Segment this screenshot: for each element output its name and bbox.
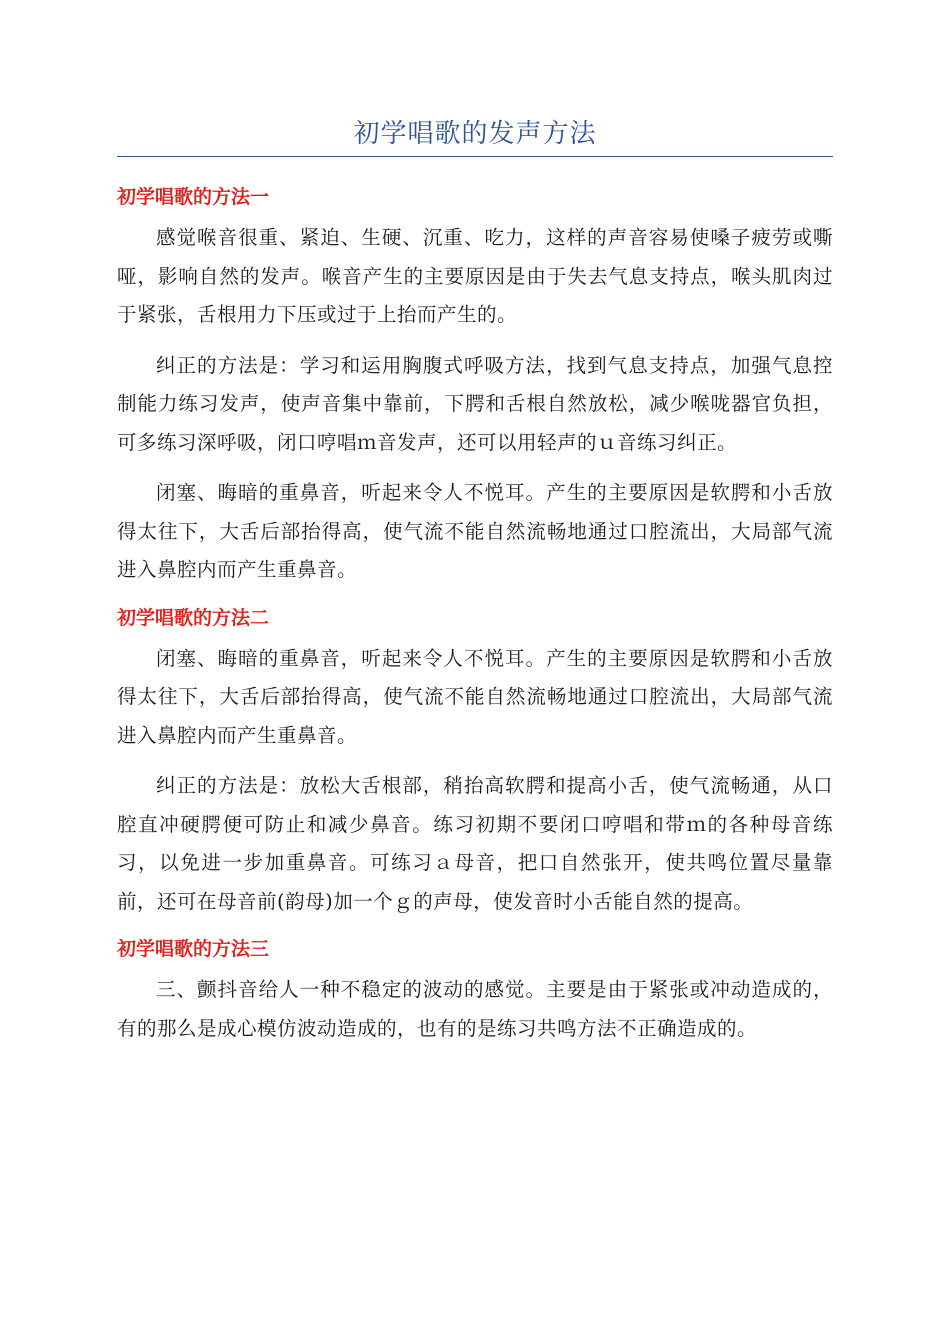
- section-1-paragraph-3: 闭塞、晦暗的重鼻音，听起来令人不悦耳。产生的主要原因是软腭和小舌放得太往下，大舌后部抬得高，使气流不能自然流畅地通过口腔流出，大局部气流进入鼻腔内而产生重鼻音。: [117, 481, 833, 581]
- section-3-paragraph-1: 三、颤抖音给人一种不稳定的波动的感觉。主要是由于紧张或冲动造成的，有的那么是成心模仿波动造成的，也有的是练习共鸣方法不正确造成的。: [117, 978, 833, 1040]
- section-2-paragraph-1: 闭塞、晦暗的重鼻音，听起来令人不悦耳。产生的主要原因是软腭和小舌放得太往下，大舌后部抬得高，使气流不能自然流畅地通过口腔流出，大局部气流进入鼻腔内而产生重鼻音。: [117, 646, 833, 747]
- section-2-paragraph-2: 纠正的方法是：放松大舌根部，稍抬高软腭和提高小舌，使气流畅通，从口腔直冲硬腭便可防止和减少鼻音。练习初期不要闭口哼唱和带ｍ的各种母音练习，以免进一步加重鼻音。可练习ａ母音，把口自然张开，使共鸣位置尽量靠前，还可在母音前(韵母)加一个ｇ的声母，使发音时小舌能自然的提高。: [117, 774, 833, 913]
- title-underline: [117, 156, 833, 157]
- section-1-paragraph-1: 感觉喉音很重、紧迫、生硬、沉重、吃力，这样的声音容易使嗓子疲劳或嘶哑，影响自然的发声。喉音产生的主要原因是由于失去气息支持点，喉头肌肉过于紧张，舌根用力下压或过于上抬而产生的。: [117, 226, 833, 326]
- section-heading-3: 初学唱歌的方法三: [117, 938, 270, 960]
- section-heading-2: 初学唱歌的方法二: [117, 606, 270, 629]
- document-title: 初学唱歌的发声方法: [353, 119, 597, 149]
- section-1-paragraph-2: 纠正的方法是：学习和运用胸腹式呼吸方法，找到气息支持点，加强气息控制能力练习发声，使声音集中靠前，下腭和舌根自然放松，减少喉咙器官负担，可多练习深呼吸，闭口哼唱ｍ音发声，还可以用轻声的ｕ音练习纠正。: [117, 353, 833, 454]
- section-heading-1: 初学唱歌的方法一: [117, 186, 270, 208]
